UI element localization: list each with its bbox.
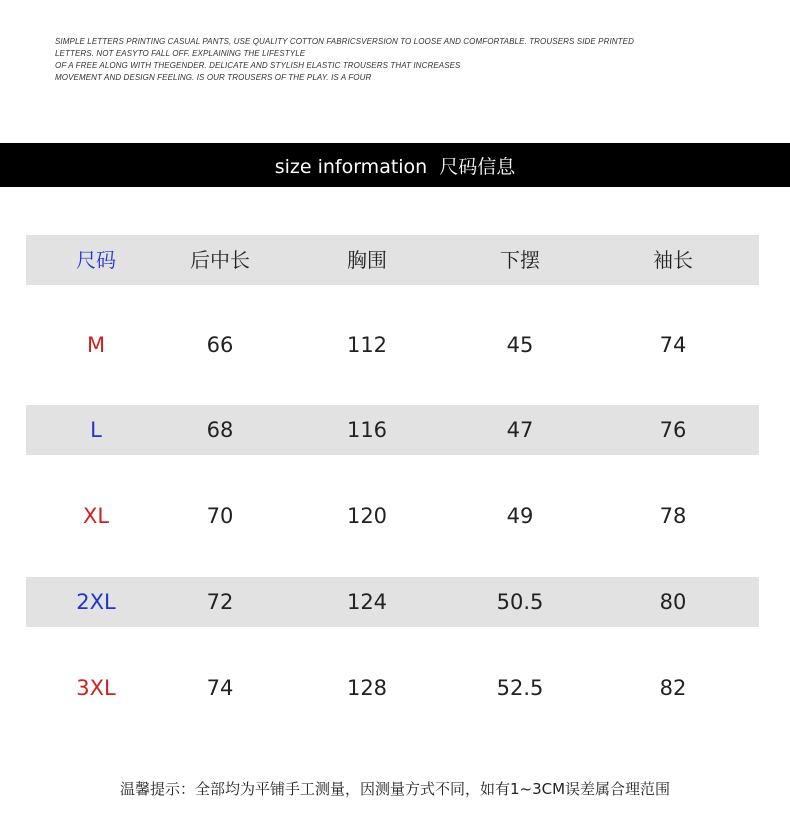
sleeve-length-value: 76 — [659, 418, 687, 442]
hem-value: 49 — [506, 504, 534, 528]
table-row — [26, 320, 759, 370]
hem-value: 50.5 — [496, 590, 544, 614]
description-line: LETTERS. NOT EASYTO FALL OFF. EXPLAINING THE LIFESTYLE — [55, 49, 306, 58]
sleeve-length-value: 74 — [659, 333, 687, 357]
sleeve-length-value: 78 — [659, 504, 687, 528]
product-description — [55, 36, 735, 84]
table-row — [26, 491, 759, 541]
header-hem: 下摆 — [500, 248, 540, 272]
back-length-value: 68 — [206, 418, 234, 442]
header-back-length: 后中长 — [190, 248, 250, 272]
table-header-row — [26, 235, 759, 285]
hem-value: 47 — [506, 418, 534, 442]
size-label: M — [86, 333, 106, 357]
back-length-value: 66 — [206, 333, 234, 357]
size-label: L — [90, 418, 102, 442]
header-chest: 胸围 — [347, 248, 387, 272]
sleeve-length-value: 80 — [659, 590, 687, 614]
table-row — [26, 577, 759, 627]
size-information-banner — [0, 143, 790, 187]
size-label: 2XL — [76, 590, 116, 614]
chest-value: 128 — [346, 676, 388, 700]
banner-title: size information 尺码信息 — [274, 155, 516, 178]
header-sleeve-length: 袖长 — [653, 248, 693, 272]
back-length-value: 74 — [206, 676, 234, 700]
description-line: MOVEMENT AND DESIGN FEELING. IS OUR TROUSERS OF THE PLAY. IS A FOUR — [55, 73, 372, 82]
size-label: 3XL — [76, 676, 116, 700]
description-line: SIMPLE LETTERS PRINTING CASUAL PANTS, USE QUALITY COTTON FABRICSVERSION TO LOOSE AND COMFORTABLE. TROUSERS SIDE PRINTED — [55, 37, 634, 46]
chest-value: 112 — [346, 333, 388, 357]
chest-value: 124 — [346, 590, 388, 614]
header-size: 尺码 — [76, 248, 116, 272]
description-line: OF A FREE ALONG WITH THEGENDER. DELICATE AND STYLISH ELASTIC TROUSERS THAT INCREASES — [55, 61, 461, 70]
hem-value: 45 — [506, 333, 534, 357]
sleeve-length-value: 82 — [659, 676, 687, 700]
measurement-note: 温馨提示：全部均为平铺手工测量，因测量方式不同，如有1~3CM误差属合理范围 — [119, 780, 671, 798]
back-length-value: 72 — [206, 590, 234, 614]
hem-value: 52.5 — [496, 676, 544, 700]
chest-value: 120 — [346, 504, 388, 528]
table-row — [26, 405, 759, 455]
table-row — [26, 663, 759, 713]
back-length-value: 70 — [206, 504, 234, 528]
chest-value: 116 — [346, 418, 388, 442]
size-label: XL — [82, 504, 110, 528]
